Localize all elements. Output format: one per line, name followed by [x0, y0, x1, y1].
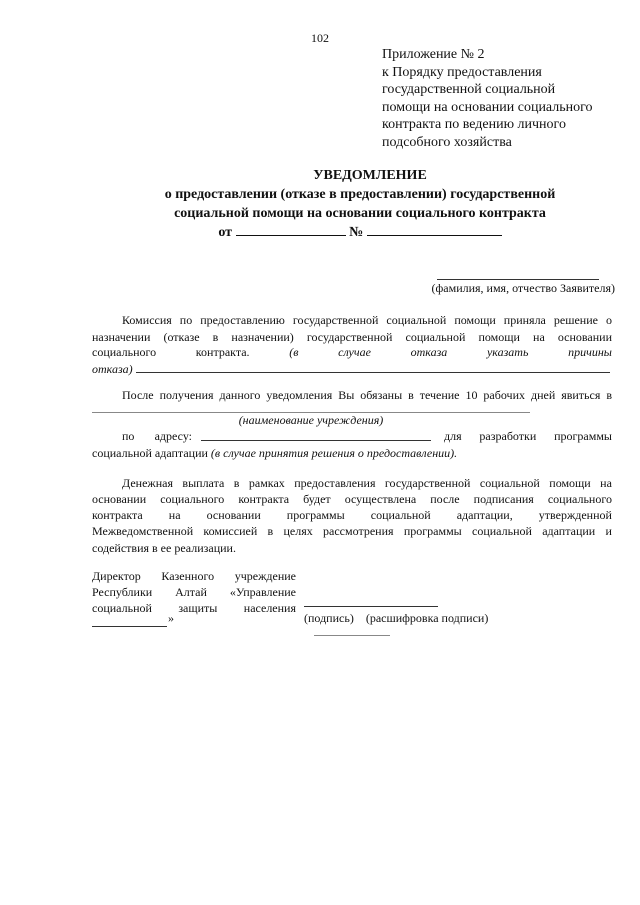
word: социального	[160, 492, 225, 506]
from-label: от	[218, 225, 233, 240]
signature-line	[304, 606, 438, 607]
word: государственной	[292, 313, 379, 327]
word: о	[605, 313, 612, 327]
word: программы	[554, 429, 612, 443]
adaptation-text: социальной адаптации	[92, 446, 208, 460]
director-row-1	[92, 569, 296, 584]
page-number: 102	[311, 31, 329, 45]
payment-row-3	[92, 508, 612, 523]
document-subtitle-line: о предоставлении (отказе в предоставлении) государственной	[164, 187, 556, 202]
word: на	[168, 508, 181, 522]
separator-line	[314, 635, 390, 636]
word: помощи	[454, 313, 496, 327]
word: основании	[92, 492, 147, 506]
word: социальной	[92, 601, 152, 615]
appendix-line: государственной социальной	[382, 82, 556, 97]
word: социального	[92, 345, 157, 359]
word: целях	[283, 524, 313, 538]
word: разработки	[479, 429, 537, 443]
director-row-3	[92, 601, 296, 616]
payment-row-2	[92, 492, 612, 507]
word: предоставления	[294, 476, 376, 490]
appendix-line: подсобного хозяйства	[382, 134, 512, 150]
word: контракта.	[195, 345, 250, 359]
date-blank	[236, 223, 346, 236]
adaptation-note: (в случае принятия решения о предоставлении).	[207, 446, 458, 460]
word: и	[605, 524, 612, 538]
word: социальной	[472, 524, 532, 538]
document-title: УВЕДОМЛЕНИЕ	[313, 168, 427, 183]
director-quote-close: »	[168, 611, 174, 625]
word: решение	[553, 313, 598, 327]
word: Казенного	[161, 569, 215, 583]
word: адресу:	[154, 429, 192, 443]
payment-row-4	[92, 524, 612, 539]
word: контракта	[238, 492, 290, 506]
word: в	[233, 476, 240, 490]
word: утвержденной	[538, 508, 612, 522]
word: помощи	[549, 476, 591, 490]
word: Межведомственной	[92, 524, 194, 538]
appendix-line: помощи на основании социального	[382, 99, 593, 115]
word: случае	[338, 345, 371, 359]
word: Республики	[92, 585, 153, 599]
commission-line-4: отказа)	[92, 362, 133, 376]
word: населения	[243, 601, 296, 615]
institution-caption: (наименование учреждения)	[238, 413, 384, 427]
word: социальной	[386, 313, 447, 327]
word: Директор	[92, 569, 141, 583]
payment-row-1	[122, 476, 612, 491]
word: государственной	[384, 476, 471, 490]
number-label: №	[349, 225, 364, 240]
word: в	[267, 524, 274, 538]
word: защиты	[178, 601, 218, 615]
word: подписания	[473, 492, 534, 506]
word: программы	[286, 508, 345, 522]
appendix-line: контракта по ведению личного	[382, 117, 566, 132]
commission-row-3	[92, 345, 612, 360]
word: социальной	[370, 508, 431, 522]
word: (в	[289, 345, 299, 359]
word: предоставлению	[200, 313, 285, 327]
address-tail	[444, 429, 612, 444]
word: после	[430, 492, 460, 506]
word: комиссией	[203, 524, 258, 538]
word: контракта	[92, 508, 143, 522]
word: будет	[303, 492, 331, 506]
payment-line-5: содействия в ее реализации.	[92, 541, 236, 555]
document-subtitle-line: социальной помощи на основании социального контракта	[174, 206, 546, 221]
director-name-line	[92, 626, 167, 627]
word: приняла	[503, 313, 546, 327]
word: причины	[568, 345, 612, 359]
refusal-reason-line	[136, 372, 610, 373]
word: по	[179, 313, 193, 327]
word: осуществлена	[344, 492, 417, 506]
address-line	[201, 440, 431, 441]
word: Алтай	[175, 585, 207, 599]
applicant-caption: (фамилия, имя, отчество Заявителя)	[431, 281, 615, 295]
word: для	[444, 429, 462, 443]
commission-row-1	[122, 313, 612, 328]
word: социальной	[479, 476, 540, 490]
address-label	[122, 429, 192, 444]
word: основании	[206, 508, 261, 522]
commission-line-2: назначении (отказе в назначении) государственной социальной помощи на основании	[92, 330, 612, 344]
appendix-line: к Порядку предоставления	[382, 64, 542, 80]
word: программы	[403, 524, 462, 538]
word: учреждение	[234, 569, 296, 583]
word: на	[600, 476, 612, 490]
word: указать	[486, 345, 529, 359]
signature-caption: (подпись) (расшифровка подписи)	[304, 611, 489, 625]
word: «Управление	[229, 585, 296, 599]
director-row-2	[92, 585, 296, 600]
word: рамках	[248, 476, 285, 490]
word: по	[122, 429, 135, 443]
obligation-line-1: После получения данного уведомления Вы обязаны в течение 10 рабочих дней явиться в	[122, 388, 612, 402]
appendix-line: Приложение № 2	[382, 47, 485, 62]
date-number-line	[50, 223, 640, 242]
word: отказа	[410, 345, 448, 359]
number-blank	[367, 223, 502, 236]
appendix-header	[382, 46, 632, 151]
obligation-line-4	[92, 445, 457, 461]
word: Денежная	[122, 476, 173, 490]
word: рассмотрения	[323, 524, 394, 538]
word: адаптации	[542, 524, 596, 538]
word: Комиссия	[122, 313, 172, 327]
word: выплата	[182, 476, 225, 490]
word: адаптации,	[456, 508, 513, 522]
word: социального	[547, 492, 612, 506]
